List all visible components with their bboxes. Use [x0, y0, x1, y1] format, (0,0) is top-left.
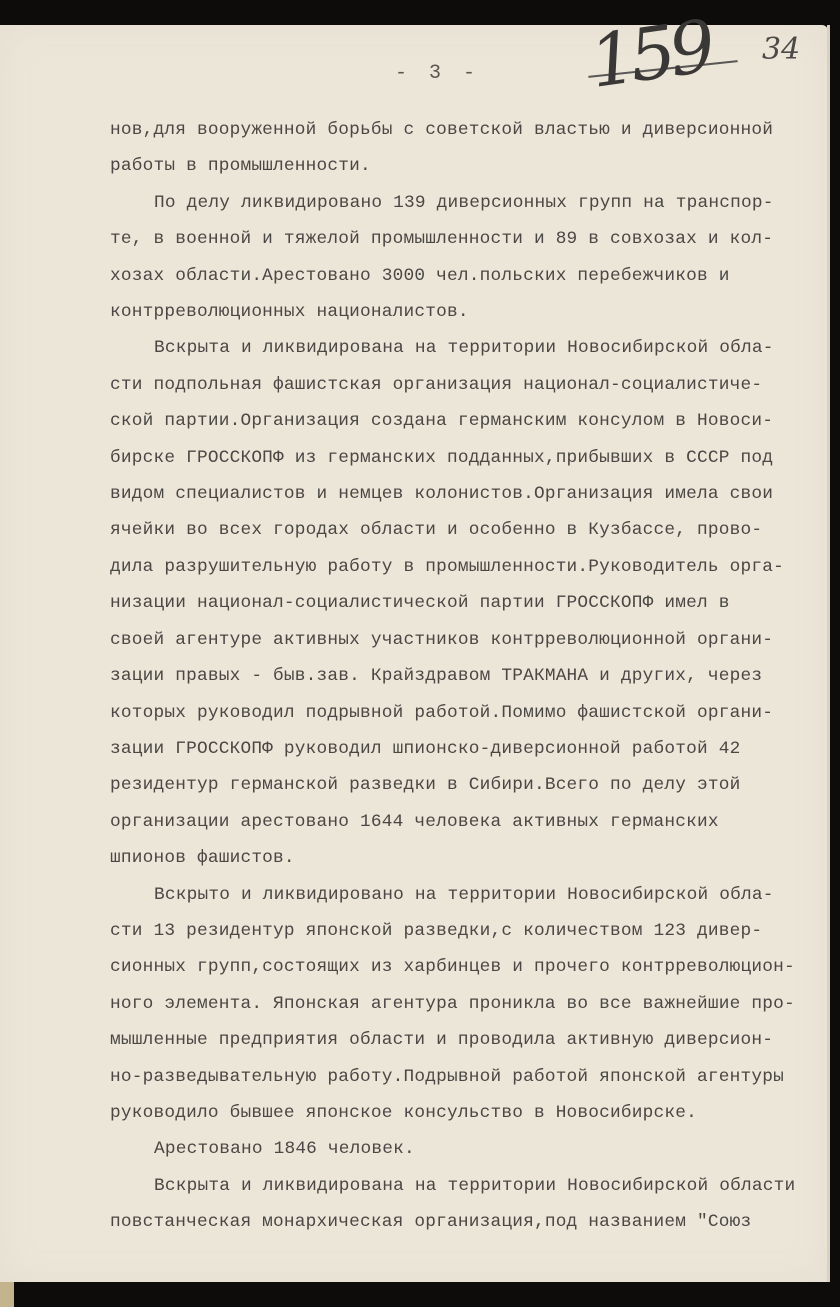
- handwritten-folio-number: 159: [584, 4, 715, 104]
- text-line: сти 13 резидентур японской разведки,с количеством 123 дивер-: [110, 920, 763, 941]
- text-line: ской партии.Организация создана германским консулом в Новоси-: [110, 411, 774, 432]
- text-line: резидентур германской разведки в Сибири.Всего по делу этой: [110, 775, 741, 796]
- text-line: руководило бывшее японское консульство в Новосибирске.: [110, 1102, 698, 1123]
- handwritten-folio-secondary: 34: [762, 32, 801, 67]
- text-line: организации арестовано 1644 человека активных германских: [110, 811, 719, 832]
- text-line: повстанческая монархическая организация,под названием "Союз: [110, 1212, 752, 1233]
- typewritten-body: [110, 112, 830, 1241]
- text-line: работы в промышленности.: [110, 156, 371, 177]
- text-line: контрреволюционных националистов.: [110, 302, 469, 323]
- text-line: видом специалистов и немцев колонистов.Организация имела свои: [110, 484, 774, 505]
- text-line: те, в военной и тяжелой промышленности и 89 в совхозах и кол-: [110, 229, 774, 250]
- page-number: - 3 -: [395, 62, 481, 85]
- text-line: Вскрыта и ликвидирована на территории Новосибирской области: [154, 1175, 796, 1196]
- text-line: дила разрушительную работу в промышленности.Руководитель орга-: [110, 556, 784, 577]
- text-line: но-разведывательную работу.Подрывной работой японской агентуры: [110, 1066, 784, 1087]
- text-line: Вскрыто и ликвидировано на территории Новосибирской обла-: [154, 884, 774, 905]
- text-line: Вскрыта и ликвидирована на территории Новосибирской обла-: [154, 338, 774, 359]
- text-line: нов,для вооруженной борьбы с советской властью и диверсионной: [110, 120, 774, 140]
- text-line: ячейки во всех городах области и особенно в Кузбассе, прово-: [110, 520, 763, 541]
- text-line: хозах области.Арестовано 3000 чел.польских перебежчиков и: [110, 265, 730, 286]
- text-line: зации правых - быв.зав. Крайздравом ТРАКМАНА и других, через: [110, 666, 763, 687]
- text-line: своей агентуре активных участников контрреволюционной органи-: [110, 629, 774, 650]
- text-line: которых руководил подрывной работой.Помимо фашистской органи-: [110, 702, 774, 723]
- text-line: По делу ликвидировано 139 диверсионных групп на транспор-: [154, 192, 774, 213]
- text-line: бирске ГРОССКОПФ из германских подданных,прибывших в СССР под: [110, 447, 774, 468]
- text-line: зации ГРОССКОПФ руководил шпионско-диверсионной работой 42: [110, 738, 741, 759]
- text-line: сионных групп,состоящих из харбинцев и прочего контрреволюцион-: [110, 957, 795, 978]
- text-line: ного элемента. Японская агентура проникла во все важнейшие про-: [110, 993, 795, 1014]
- text-line: мышленные предприятия области и проводила активную диверсион-: [110, 1030, 774, 1051]
- text-line: низации национал-социалистической партии ГРОССКОПФ имел в: [110, 593, 730, 614]
- text-line: сти подпольная фашистская организация национал-социалистиче-: [110, 374, 763, 395]
- binding-edge: [0, 1282, 14, 1307]
- text-line: Арестовано 1846 человек.: [154, 1139, 415, 1160]
- text-line: шпионов фашистов.: [110, 848, 295, 869]
